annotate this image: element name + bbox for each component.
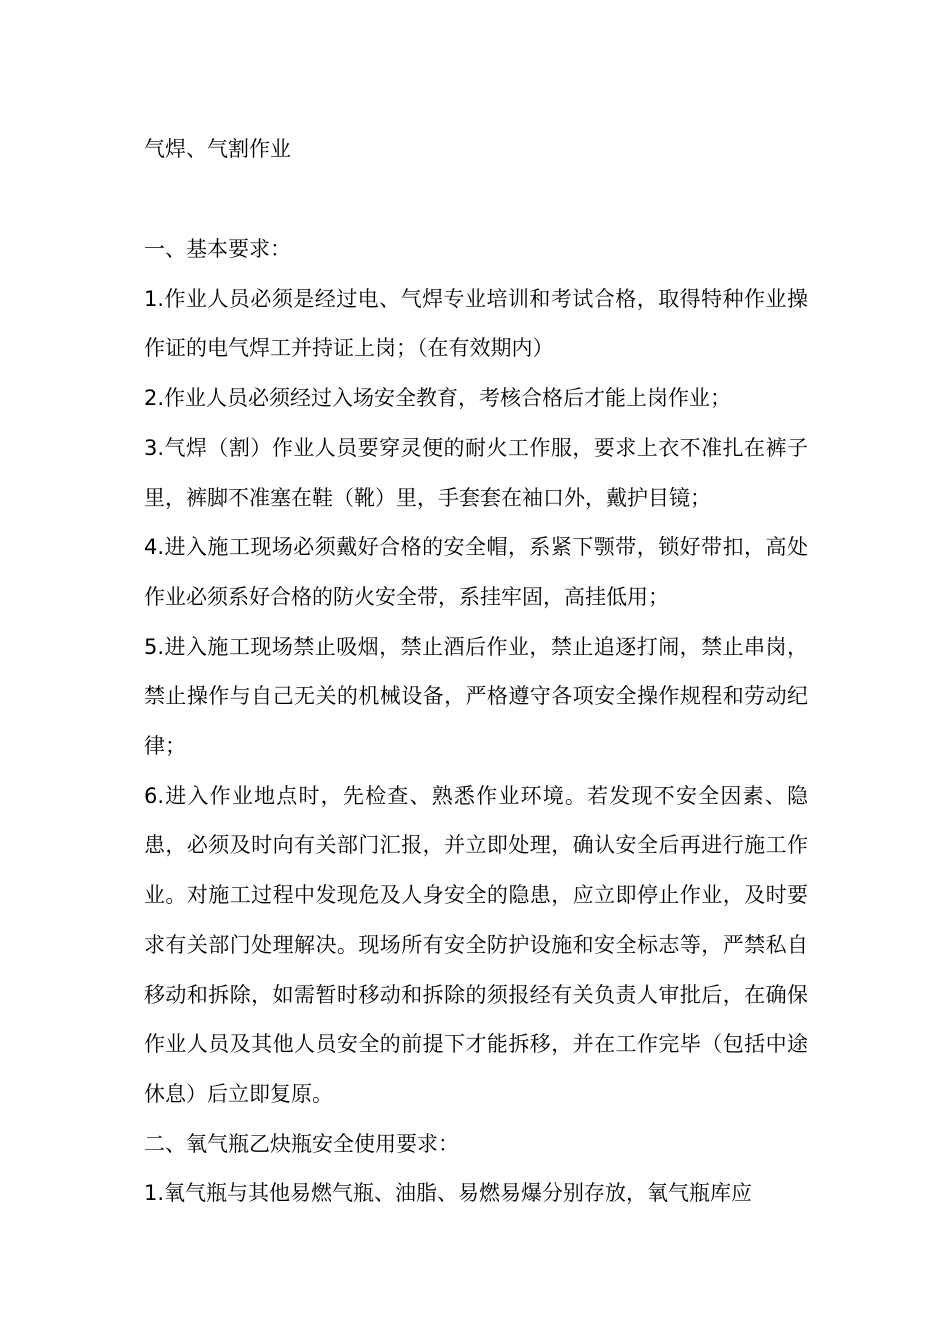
paragraph-item-3: 3.气焊（割）作业人员要穿灵便的耐火工作服，要求上衣不准扎在裤子里，裤脚不准塞在鞋（靴）里，手套套在袖口外，戴护目镜；: [144, 435, 808, 510]
paragraph-item-4: 4.进入施工现场必须戴好合格的安全帽，系紧下颚带，锁好带扣，高处作业必须系好合格的防火安全带，系挂牢固，高挂低用；: [144, 535, 808, 609]
paragraph-item-2: 2.作业人员必须经过入场安全教育，考核合格后才能上岗作业；: [144, 386, 732, 411]
document-page: [144, 0, 808, 1344]
section-heading-basic-requirements: 一、基本要求：: [144, 237, 291, 261]
paragraph-item-1: 1.作业人员必须是经过电、气焊专业培训和考试合格，取得特种作业操作证的电气焊工并持证上岗；（在有效期内）: [144, 286, 808, 361]
document-body: [144, 225, 808, 1219]
document-title: 气焊、气割作业: [144, 137, 291, 161]
section-heading-cylinder-safety: 二、氧气瓶乙炔瓶安全使用要求：: [144, 1131, 459, 1156]
paragraph-item-5: 5.进入施工现场禁止吸烟，禁止酒后作业，禁止追逐打闹，禁止串岗，禁止操作与自己无关的机械设备，严格遵守各项安全操作规程和劳动纪律；: [144, 634, 808, 759]
paragraph-item-6: 6.进入作业地点时，先检查、熟悉作业环境。若发现不安全因素、隐患，必须及时向有关部门汇报，并立即处理，确认安全后再进行施工作业。对施工过程中发现危及人身安全的隐患，应立即停止作业，及时要求有关部门处理解决。现场所有安全防护设施和安全标志等，严禁私自移动和拆除，如需暂时移动和拆除的须报经有关负责人审批后，在确保作业人员及其他人员安全的前提下才能拆移，并在工作完毕（包括中途休息）后立即复原。: [144, 783, 808, 1106]
paragraph-cylinder-item-1: 1.氧气瓶与其他易燃气瓶、油脂、易燃易爆分别存放，氧气瓶库应: [144, 1181, 753, 1206]
